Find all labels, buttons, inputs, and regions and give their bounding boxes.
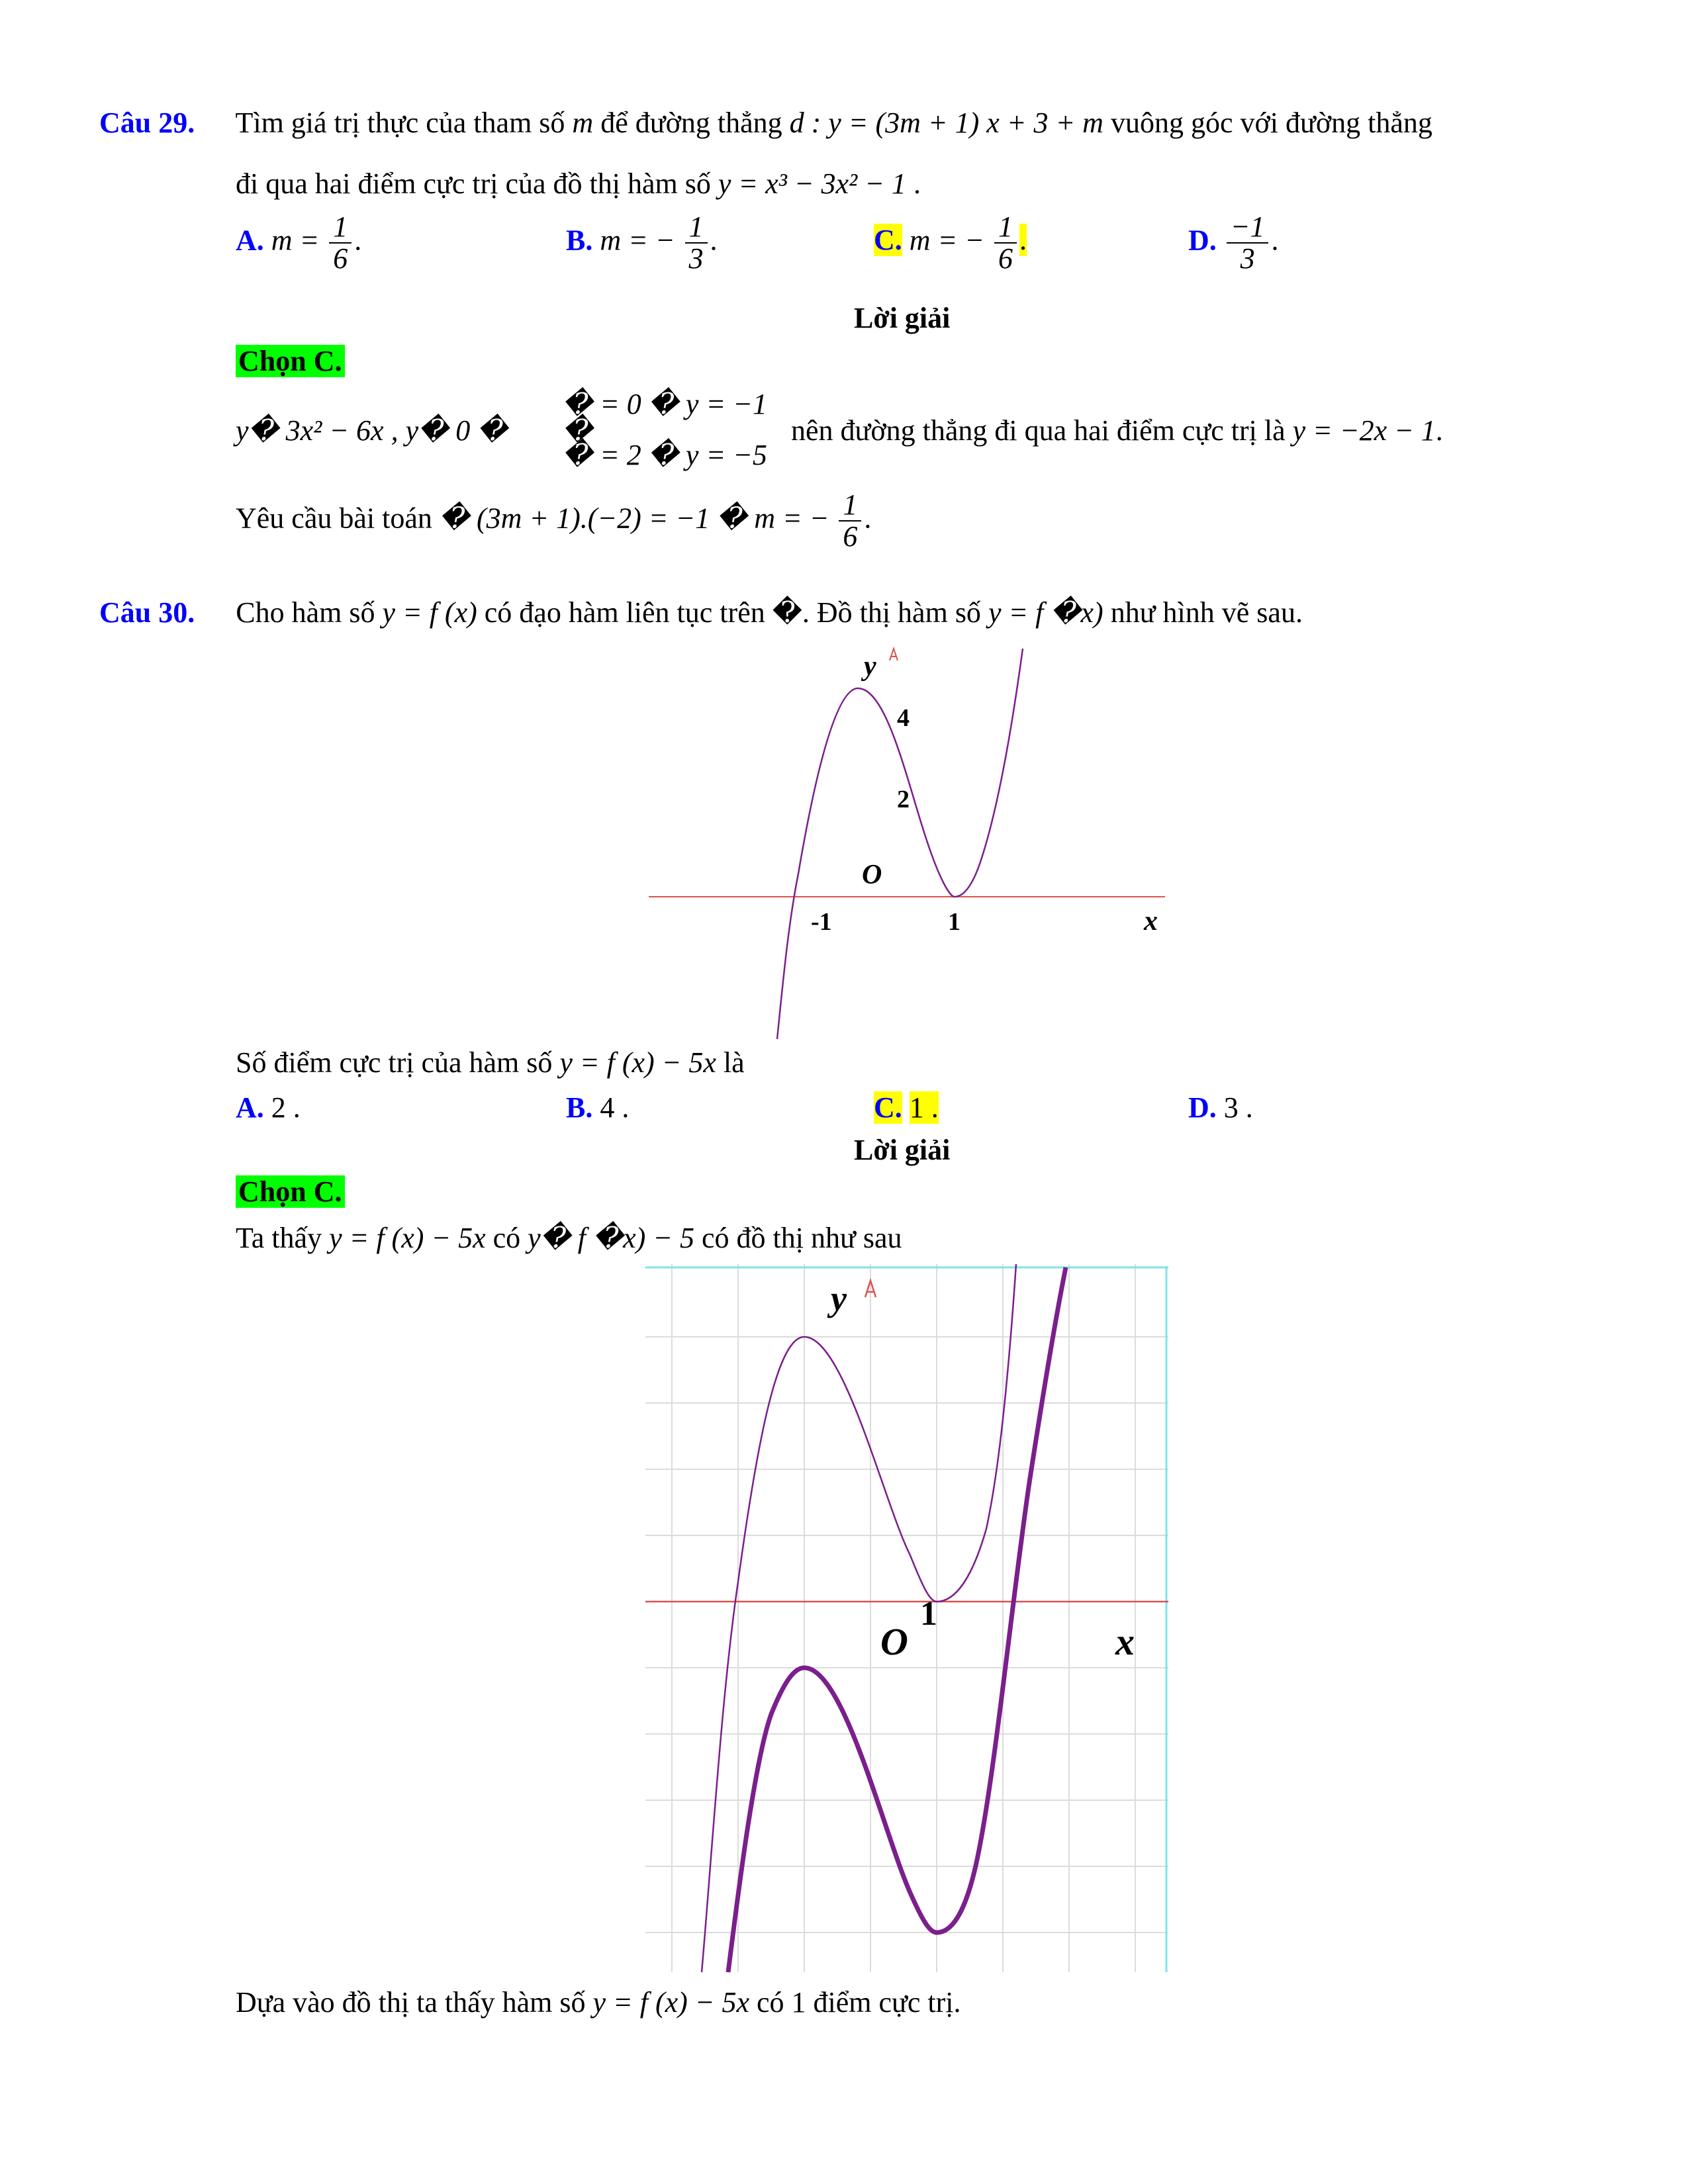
extremum-line-eq: y = −2x − 1 [1292,414,1436,447]
q29-solution-step1-b: nên đường thẳng đi qua hai điểm cực trị là y = −2x − 1. [791,414,1443,447]
q29-function-eq: y = x³ − 3x² − 1 [718,167,906,200]
graph2-origin: O [880,1620,908,1663]
grid [645,1264,1168,1972]
option-label: B. [566,224,593,257]
y-axis-arrow-icon [890,649,898,660]
q29-text-a: Tìm giá trị thực của tham số [235,107,573,139]
graph1-origin: O [862,860,882,890]
q29-param-m: m [572,107,594,139]
q29-line2: đi qua hai điểm cực trị của đồ thị hàm số y = x³ − 3x² − 1 . [236,167,921,200]
q30-conclusion: Dựa vào đồ thị ta thấy hàm số y = f (x) − 5x có 1 điểm cực trị. [236,1986,961,2019]
graph2-y-label: y [831,1279,847,1318]
q30-line1: Câu 30. Cho hàm số y = f (x) có đạo hàm liên tục trên �. Đồ thị hàm số y = f �x) như hình vẽ sau. [99,596,1303,629]
option-label: A. [236,224,264,257]
q29-line2-text: đi qua hai điểm cực trị của đồ thị hàm số [236,167,718,200]
q29-system-brace: � [563,414,593,447]
graph1-tick-2: 2 [897,786,910,813]
graph2-x-label: x [1115,1620,1135,1663]
q29-option-a[interactable]: A. m = $\frac{1}{6}$ . [236,210,362,275]
q30-question-eq: y = f (x) − 5x [559,1046,716,1079]
graph1-tick-4: 4 [897,704,910,732]
q29-solution-title: Lời giải [854,302,951,334]
q29-solution-step1: y� 3x² − 6x , y� 0 � [236,414,508,447]
q30-option-d[interactable]: D. 3 . [1188,1091,1253,1124]
q30-solution-step1: Ta thấy y = f (x) − 5x có y� f �x) − 5 có đồ thị như sau [236,1222,902,1254]
choose-badge: Chọn C. [236,345,345,377]
graph1-y-label: y [864,651,876,682]
q29-choose [236,344,345,378]
q29-line-eq: d : y = (3m + 1) x + 3 + m [789,107,1103,139]
choose-badge: Chọn C. [236,1175,345,1208]
option-label: A. [236,1091,264,1124]
graph1-x-label: x [1144,906,1158,936]
option-label: C. [874,224,902,257]
fraction: $\frac{-1}{3}$ [1227,212,1269,274]
fraction: $\frac{1}{3}$ [685,212,708,274]
q29-option-c[interactable]: C. m = − $\frac{1}{6}$ . [874,210,1027,275]
q30-derivative-eq: y = f �x) [988,596,1103,629]
fraction: $\frac{1}{6}$ [839,490,861,552]
option-label: D. [1188,224,1217,257]
graph-derivative [642,642,1172,1046]
fraction: $\frac{1}{6}$ [329,212,352,274]
q29-system-line1: � = 0 � y = −1 [563,388,767,420]
q29-label: Câu 29. [99,107,195,139]
q30-option-a[interactable]: A. 2 . [236,1091,301,1124]
q30-option-b[interactable]: B. 4 . [566,1091,630,1124]
q29-text-b: để đường thẳng [600,107,790,139]
fraction: $\frac{1}{6}$ [994,212,1017,274]
q30-option-c[interactable]: C. 1 . [874,1091,939,1124]
q29-text-c: vuông góc với đường thẳng [1110,107,1432,139]
graph1-tick-m1: -1 [811,908,832,936]
graph-shifted-derivative [645,1264,1168,1976]
option-label: D. [1188,1091,1217,1124]
graph1-tick-1: 1 [948,908,961,936]
q30-question: Số điểm cực trị của hàm số y = f (x) − 5x là [236,1046,745,1079]
q30-func-eq: y = f (x) [382,596,477,629]
q30-label: Câu 30. [99,596,195,629]
q29-line1 [99,106,1432,140]
option-label: B. [566,1091,593,1124]
q29-system-line2: � = 2 � y = −5 [563,439,767,471]
q30-solution-title: Lời giải [854,1134,951,1166]
q29-solution-step2: Yêu cầu bài toán � (3m + 1).(−2) = −1 � m = − $\frac{1}{6}$ . [236,488,872,553]
q30-choose [236,1175,345,1208]
q29-option-d[interactable]: D. $\frac{-1}{3}$ . [1188,210,1279,275]
graph2-tick-1: 1 [920,1595,937,1633]
q29-option-b[interactable]: B. m = − $\frac{1}{3}$ . [566,210,718,275]
option-label: C. [874,1091,902,1124]
q30-conclusion-eq: y = f (x) − 5x [592,1986,750,2019]
